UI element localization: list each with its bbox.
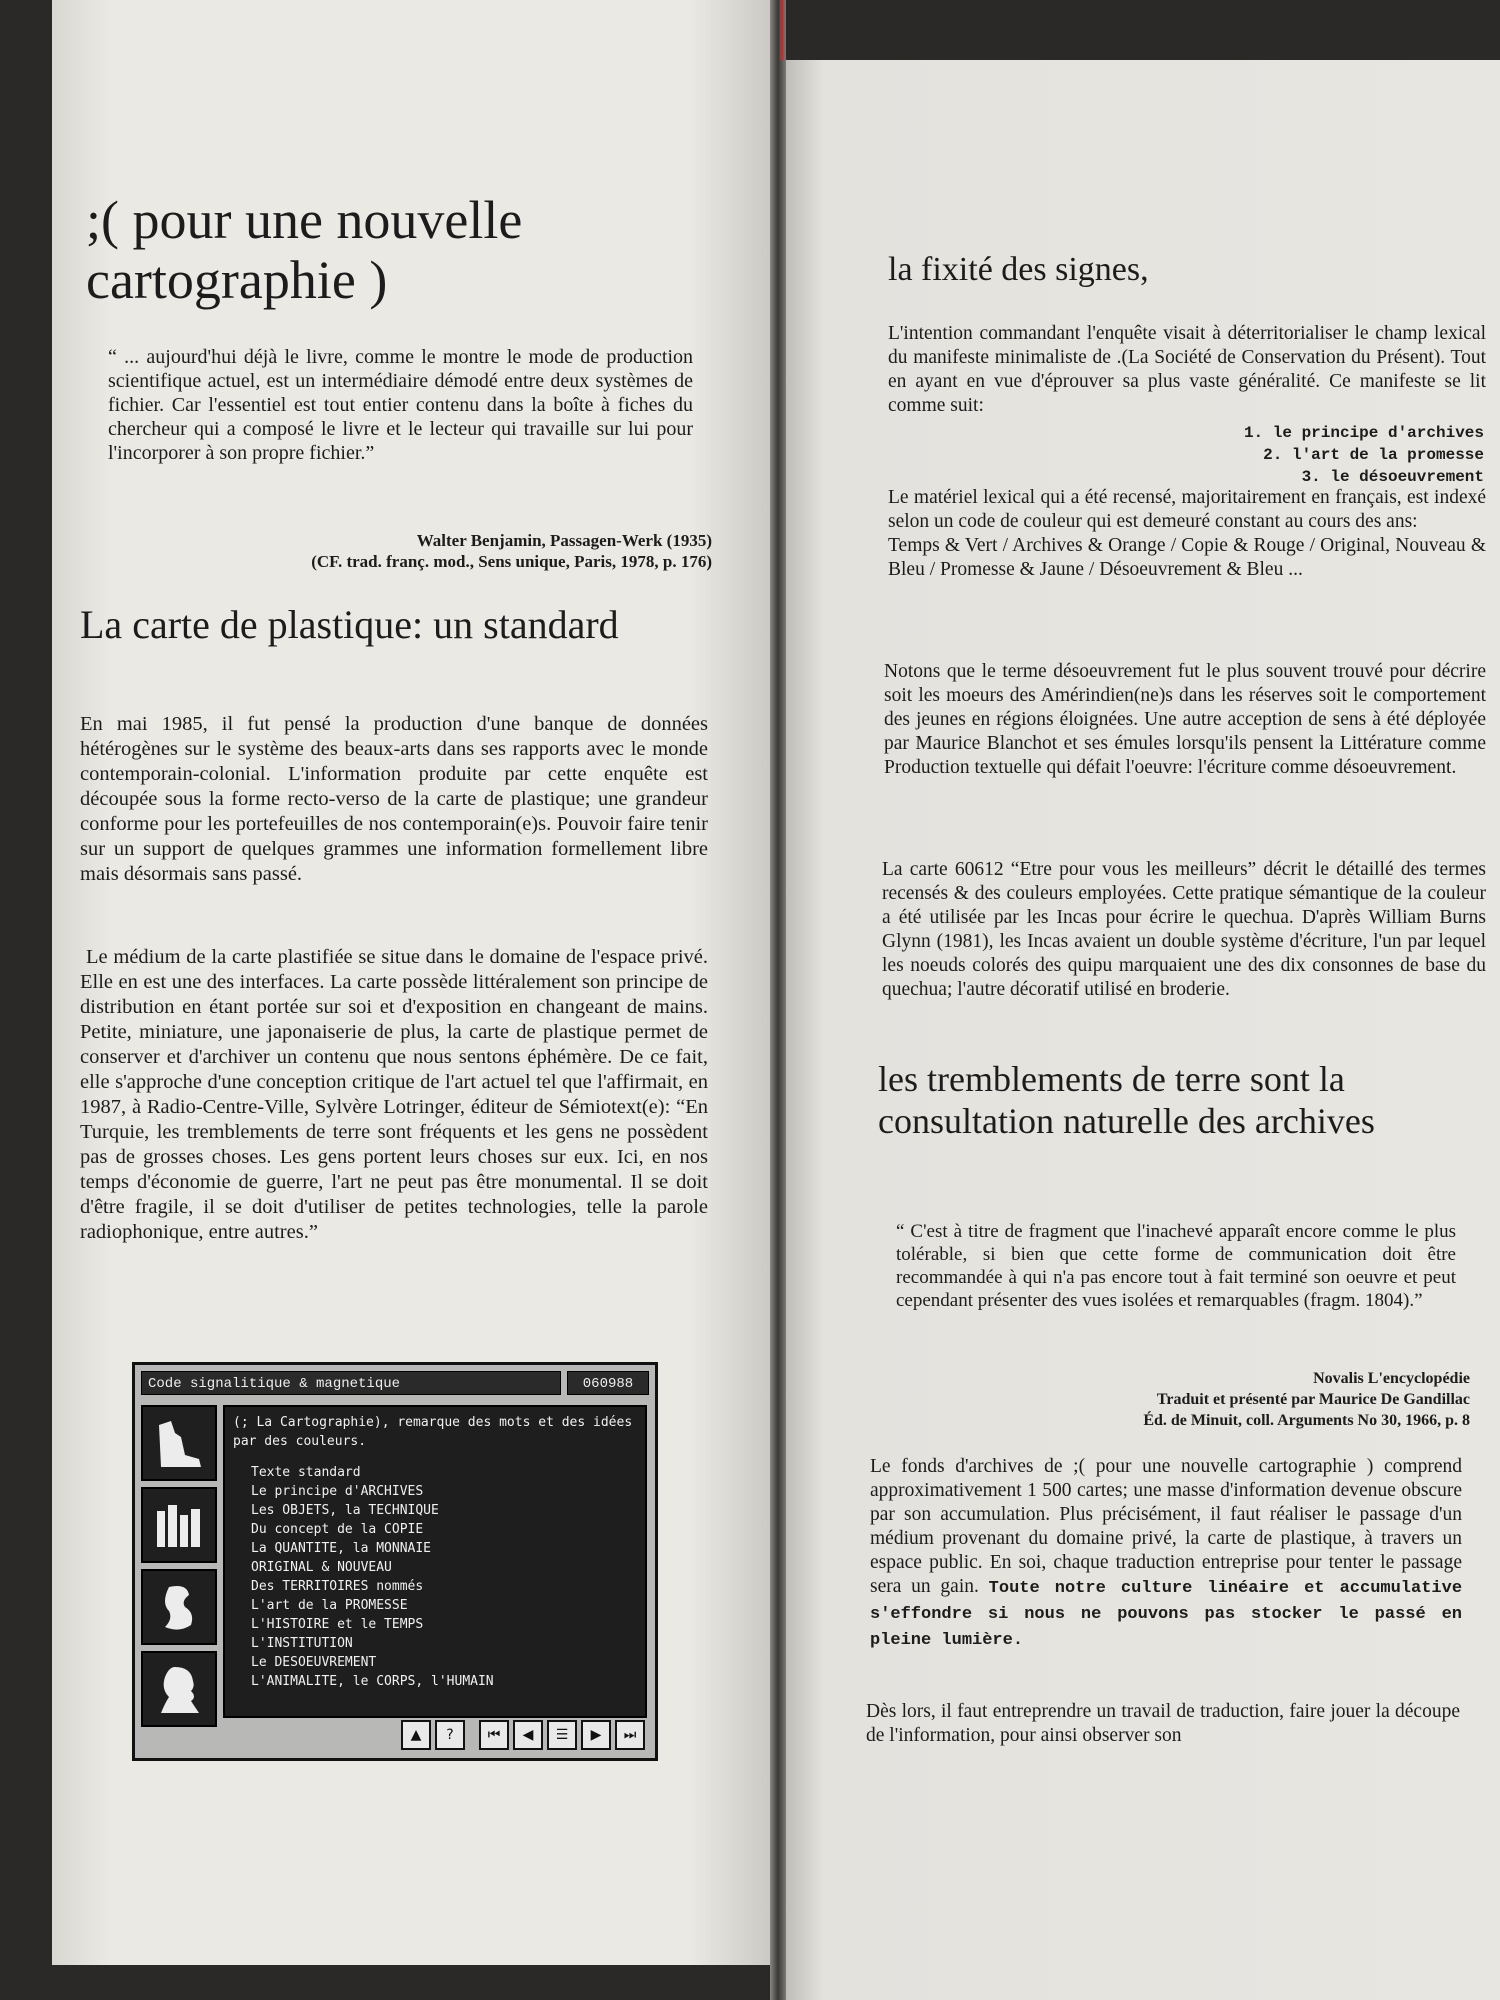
manifesto-list xyxy=(888,422,1484,488)
paragraph: Le matériel lexical qui a été recensé, majoritairement en français, est indexé selon un code de couleur qui est demeuré constant au cours des ans: xyxy=(888,487,1486,532)
paragraph: Dès lors, il faut entreprendre un travail de traduction, faire jouer la découpe de l'information, pour ainsi observer son xyxy=(866,1701,1460,1746)
card-screen xyxy=(223,1405,647,1718)
quote-reference: (CF. trad. franç. mod., Sens unique, Paris, 1978, p. 176) xyxy=(311,552,712,571)
manifesto-item: 1. le principe d'archives xyxy=(1243,424,1484,442)
head-silhouette-icon[interactable] xyxy=(141,1651,217,1727)
quote-author: Novalis L'encyclopédie xyxy=(1313,1370,1470,1387)
paragraph-text: Le fonds d'archives de ;( pour une nouvelle cartographie ) comprend approximativement 1 500 cartes; une masse d'information devenue obscure par son accumulation. Plus précisément, il faut réaliser le passage d'un médium provenant du domaine privé, la carte de plastique, à travers un espace public. En soi, chaque traduction entreprise pour tenter le passage sera un gain. xyxy=(870,1456,1462,1597)
next-button[interactable]: ▶ xyxy=(581,1720,611,1750)
quote-author: Walter Benjamin, Passagen-Werk (1935) xyxy=(416,531,712,550)
previous-button[interactable]: ◀ xyxy=(513,1720,543,1750)
paragraph: En mai 1985, il fut pensé la production d'une banque de données hétérogènes sur le système des beaux-arts dans ses rapports avec le monde contemporain-colonial. L'information produite par cette enquête est découpée sous la forme recto-verso de la carte de plastique; une grandeur conforme pour les portefeuilles de nos contemporain(e)s. Pouvoir faire tenir sur un support de quelques grammes une information formellement libre mais désormais sans passé. xyxy=(80,713,708,885)
up-arrow-button[interactable]: ▲ xyxy=(401,1720,431,1750)
retro-card-window xyxy=(132,1362,658,1761)
card-button-bar xyxy=(401,1720,645,1750)
color-code-list: Temps & Vert / Archives & Orange / Copie & Rouge / Original, Nouveau & Bleu / Promesse & Jaune / Désoeuvrement & Bleu ... xyxy=(888,535,1486,580)
emphasis-text: Toute notre culture linéaire et accumulative s'effondre si nous ne pouvons pas stocker le passé en pleine lumière. xyxy=(870,1579,1463,1650)
card-icon-column xyxy=(141,1405,217,1733)
card-header xyxy=(141,1371,649,1395)
card-item[interactable]: Du concept de la COPIE xyxy=(251,1522,424,1537)
right-paragraph-4 xyxy=(882,858,1486,1002)
help-button[interactable]: ? xyxy=(435,1720,465,1750)
card-item[interactable]: L'ANIMALITE, le CORPS, l'HUMAIN xyxy=(251,1674,494,1689)
card-item[interactable]: Le DESOEUVREMENT xyxy=(251,1655,377,1670)
card-item[interactable]: L'art de la PROMESSE xyxy=(251,1598,408,1613)
menu-button[interactable]: ☰ xyxy=(547,1720,577,1750)
novalis-quote-block xyxy=(896,1220,1456,1312)
benjamin-quote: “ ... aujourd'hui déjà le livre, comme le montre le mode de production scientifique actuel, est un intermédiaire démodé entre deux systèmes de fichier. Car l'essentiel est tout entier contenu dans la boîte à fiches du chercheur qui a composé le livre et le lecteur qui travaille sur lui pour l'incorporer à son propre fichier.” xyxy=(108,346,693,464)
paragraph: Notons que le terme désoeuvrement fut le plus souvent trouvé pour décrire soit les moeurs des Amérindien(ne)s dans les réserves soit le comportement des jeunes en régions éloignées. Une autre acception de sens à été déployée par Maurice Blanchot et ses émules lorsqu'ils pensent la Littérature comme Production textuelle qui défait l'oeuvre: l'écriture comme désoeuvrement. xyxy=(884,661,1486,778)
card-item[interactable]: Des TERRITOIRES nommés xyxy=(251,1579,424,1594)
card-item-list xyxy=(233,1463,637,1691)
quote-reference: Éd. de Minuit, coll. Arguments No 30, 1966, p. 8 xyxy=(1143,1412,1470,1429)
section-heading: la fixité des signes, xyxy=(888,251,1149,288)
paragraph: L'intention commandant l'enquête visait à déterritorialiser le champ lexical du manifeste minimaliste de .(La Société de Conservation du Présent). Tout en ayant en vue d'éprouver sa plus vaste généralité. Ce manifeste se lit comme suit: xyxy=(888,323,1486,416)
paragraph: Le médium de la carte plastifiée se situe dans le domaine de l'espace privé. Elle en est une des interfaces. La carte possède littéralement son principe de distribution en étant portée sur soi et d'exposition en changeant de mains. Petite, miniature, une japonaiserie de plus, la carte de plastique permet de conserver et d'archiver un contenu que nous sentons éphémère. De ce fait, elle s'approche d'une conception critique de l'art actuel tel que l'affirmait, en 1987, à Radio-Centre-Ville, Sylvère Lotringer, éditeur de Sémiotext(e): “En Turquie, les tremblements de terre sont fréquents et les gens ne possèdent pas de grosses choses. Les gens portent leurs choses sur eux. Ici, en nos temps d'économie de guerre, l'art ne peut pas être monumental. Il se doit d'être fragile, il se doit d'utiliser de petites technologies, telle la parole radiophonique, entre autres.” xyxy=(80,946,708,1243)
right-paragraph-5 xyxy=(870,1455,1462,1653)
paragraph: La carte 60612 “Etre pour vous les meilleurs” décrit le détaillé des termes recensés & des couleurs employées. Cette pratique sémantique de la couleur a été utilisée par les Incas pour écrire le quechua. D'après William Burns Glynn (1981), les Incas avaient un double système d'écriture, l'un par lequel les noeuds colorés des quipu marquaient une des dix consonnes de base du quechua; l'autre décoratif utilisé en broderie. xyxy=(882,859,1486,1000)
left-title-block xyxy=(86,190,646,310)
card-title: Code signalitique & magnetique xyxy=(141,1371,561,1395)
left-paragraph-1 xyxy=(80,712,708,887)
right-heading-2-block xyxy=(878,1058,1478,1142)
bookmark-thread xyxy=(780,0,783,60)
right-paragraph-3 xyxy=(884,660,1486,780)
card-item[interactable]: ORIGINAL & NOUVEAU xyxy=(251,1560,392,1575)
card-item[interactable]: Les OBJETS, la TECHNIQUE xyxy=(251,1503,439,1518)
section-heading-carte xyxy=(80,602,640,647)
right-heading-1-block xyxy=(888,250,1448,290)
map-icon[interactable] xyxy=(141,1405,217,1481)
page-title: ;( pour une nouvelle cartographie ) xyxy=(86,190,523,310)
right-paragraph-6 xyxy=(866,1700,1460,1748)
card-number: 060988 xyxy=(567,1371,649,1395)
manifesto-item: 3. le désoeuvrement xyxy=(1301,468,1484,486)
books-icon[interactable] xyxy=(141,1487,217,1563)
novalis-quote: “ C'est à titre de fragment que l'inachevé apparaît encore comme le plus tolérable, si bien que cette forme de communication doit être recommandée à qui n'a pas encore tout à fait terminé son oeuvre et peut cependant présenter des vues isolées et remarquables (fragm. 1804).” xyxy=(896,1221,1456,1311)
right-paragraph-1 xyxy=(888,322,1486,418)
card-item[interactable]: L'HISTOIRE et le TEMPS xyxy=(251,1617,424,1632)
section-heading: La carte de plastique: un standard xyxy=(80,602,619,647)
card-item[interactable]: Texte standard xyxy=(251,1465,361,1480)
left-paragraph-2 xyxy=(80,945,708,1245)
card-intro: (; La Cartographie), remarque des mots et des idées par des couleurs. xyxy=(233,1415,633,1449)
book-spine xyxy=(770,0,786,2000)
card-item[interactable]: La QUANTITE, la MONNAIE xyxy=(251,1541,432,1556)
quote-translator: Traduit et présenté par Maurice De Gandillac xyxy=(1156,1391,1470,1408)
benjamin-quote-block xyxy=(108,345,693,465)
card-item[interactable]: L'INSTITUTION xyxy=(251,1636,353,1651)
paragraph xyxy=(870,1455,1462,1653)
right-paragraph-2 xyxy=(888,486,1486,582)
last-card-button[interactable]: ⏭ xyxy=(615,1720,645,1750)
manifesto-item: 2. l'art de la promesse xyxy=(1263,446,1484,464)
benjamin-attribution xyxy=(100,530,712,572)
card-item[interactable]: Le principe d'ARCHIVES xyxy=(251,1484,424,1499)
section-heading: les tremblements de terre sont la consultation naturelle des archives xyxy=(878,1059,1375,1141)
first-card-button[interactable]: ⏮ xyxy=(479,1720,509,1750)
novalis-attribution xyxy=(880,1368,1470,1431)
figure-icon[interactable] xyxy=(141,1569,217,1645)
